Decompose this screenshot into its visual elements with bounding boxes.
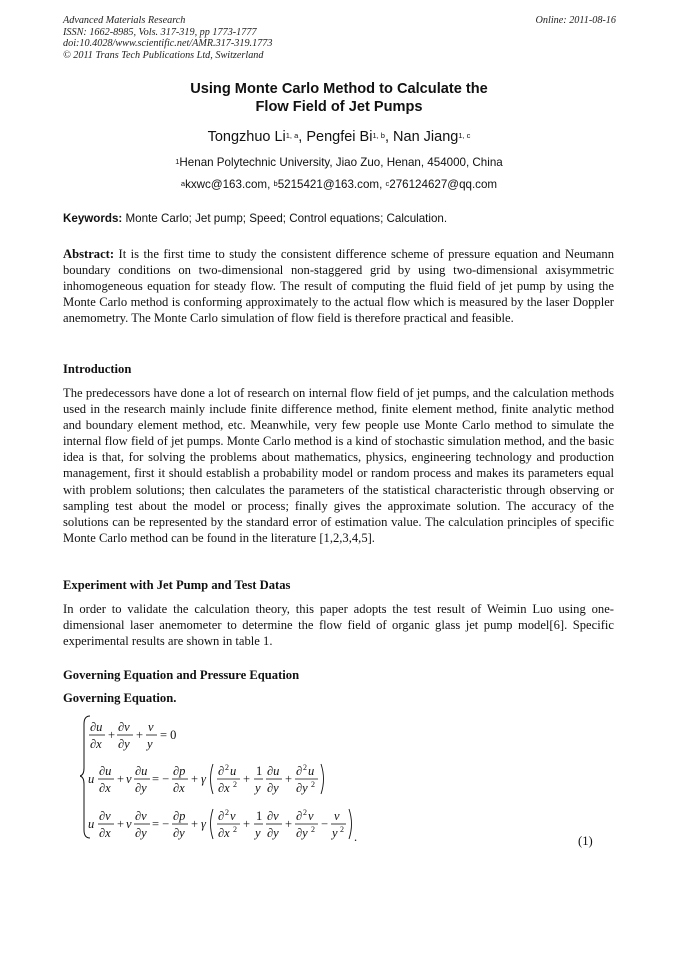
- svg-text:= 0: = 0: [160, 728, 177, 742]
- svg-text:∂u: ∂u: [135, 764, 148, 778]
- svg-text:∂y: ∂y: [135, 826, 147, 840]
- abstract-label: Abstract:: [63, 247, 115, 261]
- svg-text:2: 2: [311, 780, 315, 789]
- svg-text:+: +: [243, 772, 251, 786]
- svg-text:+: +: [136, 728, 144, 742]
- svg-text:∂y: ∂y: [296, 826, 308, 840]
- svg-text:2: 2: [233, 780, 237, 789]
- paper-title: [0, 80, 678, 116]
- author-list: Tongzhuo Li$^{1, a}$, Pengfei Bi$^{1, b}$, Nan Jiang$^{1, c}$: [207, 129, 471, 145]
- svg-text:∂x: ∂x: [90, 737, 102, 751]
- introduction-text: The predecessors have done a lot of research on internal flow field of jet pumps, and the calculation methods used in the research mainly include finite difference method, finite element method, finite analytic method and boundary element method, etc. Meanwhile, very few people use Monte Carlo method to simulate the internal flow field of jet pumps. Monte Carlo method is a kind of stochastic simulation method, and the basic idea is that, for solving the problems about mathematics, physics, engineering technology and production management, first it should establish a probability model or random process and makes its parameters equal with problem solutions; then calculates the parameters of the statistical characteristic through observing or sampling test about the model or process; finally gives the approximate solution. The accuracy of the solutions can be represented by the standard error of estimation value. The calculation principles of specific Monte Carlo method can be found in the literature [1,2,3,4,5].: [63, 386, 614, 545]
- keywords: [63, 212, 447, 225]
- subsection-heading-governing: Governing Equation.: [63, 691, 177, 705]
- svg-text:∂y: ∂y: [118, 737, 130, 751]
- svg-text:+: +: [117, 817, 125, 831]
- svg-text:+: +: [243, 817, 251, 831]
- equation-number: (1): [578, 834, 593, 848]
- email-link[interactable]: 5215421@163.com: [277, 178, 380, 191]
- online-date: Online: 2011-08-16: [535, 15, 616, 26]
- svg-text:∂x: ∂x: [218, 826, 230, 840]
- svg-text:∂x: ∂x: [218, 781, 230, 795]
- svg-text:2: 2: [225, 808, 229, 817]
- svg-text:y: y: [255, 781, 261, 795]
- svg-text:v: v: [126, 817, 132, 831]
- keywords-label: Keywords:: [63, 212, 123, 225]
- svg-text:+: +: [117, 772, 125, 786]
- svg-text:u: u: [230, 764, 237, 778]
- journal-info: [63, 15, 272, 61]
- svg-text:u: u: [308, 764, 315, 778]
- email-link[interactable]: kxwc@163.com: [185, 178, 268, 191]
- svg-text:u: u: [88, 772, 95, 786]
- affiliation-sup: 1: [175, 157, 180, 166]
- svg-text:∂u: ∂u: [90, 720, 103, 734]
- svg-text:1: 1: [256, 764, 263, 778]
- abstract: [63, 246, 614, 326]
- svg-text:2: 2: [303, 808, 307, 817]
- svg-text:.: .: [354, 830, 358, 844]
- affiliation-text: Henan Polytechnic University, Jiao Zuo, Henan, 454000, China: [179, 156, 503, 169]
- author-name: Tongzhuo Li: [207, 129, 286, 145]
- svg-text:∂x: ∂x: [173, 781, 185, 795]
- svg-text:∂: ∂: [296, 764, 303, 778]
- svg-text:∂u: ∂u: [99, 764, 112, 778]
- svg-text:∂y: ∂y: [267, 781, 279, 795]
- svg-text:∂v: ∂v: [267, 809, 279, 823]
- email-sup: a: [180, 179, 186, 188]
- svg-text:∂: ∂: [218, 809, 225, 823]
- svg-text:+: +: [285, 817, 293, 831]
- svg-text:∂p: ∂p: [173, 809, 186, 823]
- svg-text:v: v: [334, 809, 340, 823]
- svg-text:∂y: ∂y: [173, 826, 185, 840]
- author-sup: 1, b: [372, 131, 385, 140]
- svg-text:1: 1: [256, 809, 263, 823]
- svg-text:v: v: [126, 772, 132, 786]
- email-sup: c: [385, 179, 390, 188]
- section-heading-introduction: Introduction: [63, 362, 132, 376]
- doi-link[interactable]: doi:10.4028/www.scientific.net/AMR.317-319.1773: [63, 38, 273, 49]
- governing-equation: [80, 712, 380, 850]
- svg-text:y: y: [332, 826, 338, 840]
- issn-line: ISSN: 1662-8985, Vols. 317-319, pp 1773-1777: [63, 26, 257, 38]
- experiment-text: In order to validate the calculation theory, this paper adopts the test result of Weimin Luo using one-dimensional laser anemometer to determine the flow field of organic glass jet pump model[6]. Specific experimental results are shown in table 1.: [63, 602, 614, 649]
- svg-text:γ: γ: [201, 772, 206, 786]
- author-name: Pengfei Bi: [306, 129, 373, 145]
- email-list: $^a$kxwc@163.com, $^b$5215421@163.com, $^c$276124627@qq.com: [180, 178, 498, 191]
- svg-text:∂v: ∂v: [118, 720, 130, 734]
- svg-text:v: v: [308, 809, 314, 823]
- svg-text:u: u: [88, 817, 95, 831]
- svg-text:2: 2: [233, 825, 237, 834]
- svg-text:γ: γ: [201, 817, 206, 831]
- svg-text:∂y: ∂y: [135, 781, 147, 795]
- svg-text:2: 2: [225, 763, 229, 772]
- svg-text:−: −: [321, 817, 329, 831]
- svg-text:= −: = −: [152, 772, 170, 786]
- section-heading-governing: Governing Equation and Pressure Equation: [63, 668, 300, 682]
- svg-text:y: y: [147, 737, 153, 751]
- svg-text:+: +: [285, 772, 293, 786]
- affiliation: [0, 156, 678, 170]
- svg-text:v: v: [230, 809, 236, 823]
- section-heading-experiment: Experiment with Jet Pump and Test Datas: [63, 578, 291, 592]
- svg-text:+: +: [191, 772, 199, 786]
- svg-text:∂x: ∂x: [99, 781, 111, 795]
- journal-name: Advanced Materials Research: [63, 15, 186, 26]
- svg-text:2: 2: [340, 825, 344, 834]
- svg-text:∂v: ∂v: [135, 809, 147, 823]
- svg-text:v: v: [148, 720, 154, 734]
- svg-text:= −: = −: [152, 817, 170, 831]
- svg-text:2: 2: [311, 825, 315, 834]
- svg-text:∂y: ∂y: [267, 826, 279, 840]
- svg-text:∂p: ∂p: [173, 764, 186, 778]
- author-sup: 1, c: [458, 131, 471, 140]
- title-line-2: Flow Field of Jet Pumps: [255, 99, 423, 115]
- svg-text:∂v: ∂v: [99, 809, 111, 823]
- copyright-line: © 2011 Trans Tech Publications Ltd, Switzerland: [63, 49, 264, 61]
- svg-text:∂y: ∂y: [296, 781, 308, 795]
- svg-text:2: 2: [303, 763, 307, 772]
- email-link[interactable]: 276124627@qq.com: [389, 178, 498, 191]
- svg-text:y: y: [255, 826, 261, 840]
- author-sup: 1, a: [285, 131, 299, 140]
- svg-text:∂: ∂: [218, 764, 225, 778]
- svg-text:+: +: [108, 728, 116, 742]
- svg-text:+: +: [191, 817, 199, 831]
- title-line-1: Using Monte Carlo Method to Calculate the: [190, 81, 488, 97]
- keywords-text: Monte Carlo; Jet pump; Speed; Control equations; Calculation.: [125, 212, 448, 225]
- email-sup: b: [273, 179, 278, 188]
- svg-text:∂u: ∂u: [267, 764, 280, 778]
- abstract-text: It is the first time to study the consistent difference scheme of pressure equation and Neumann boundary conditions on two-dimensional non-staggered grid by using two-dimensional axisymmetric inhomogeneous equation for steady flow. The result of computing the fluid field of jet pump by using the Monte Carlo method is conforming approximately to the actual flow which is measured by the laser Doppler anemometry. The Monte Carlo simulation of flow field is therefore practical and feasible.: [63, 247, 614, 326]
- author-name: Nan Jiang: [393, 129, 459, 145]
- svg-text:∂: ∂: [296, 809, 303, 823]
- svg-text:∂x: ∂x: [99, 826, 111, 840]
